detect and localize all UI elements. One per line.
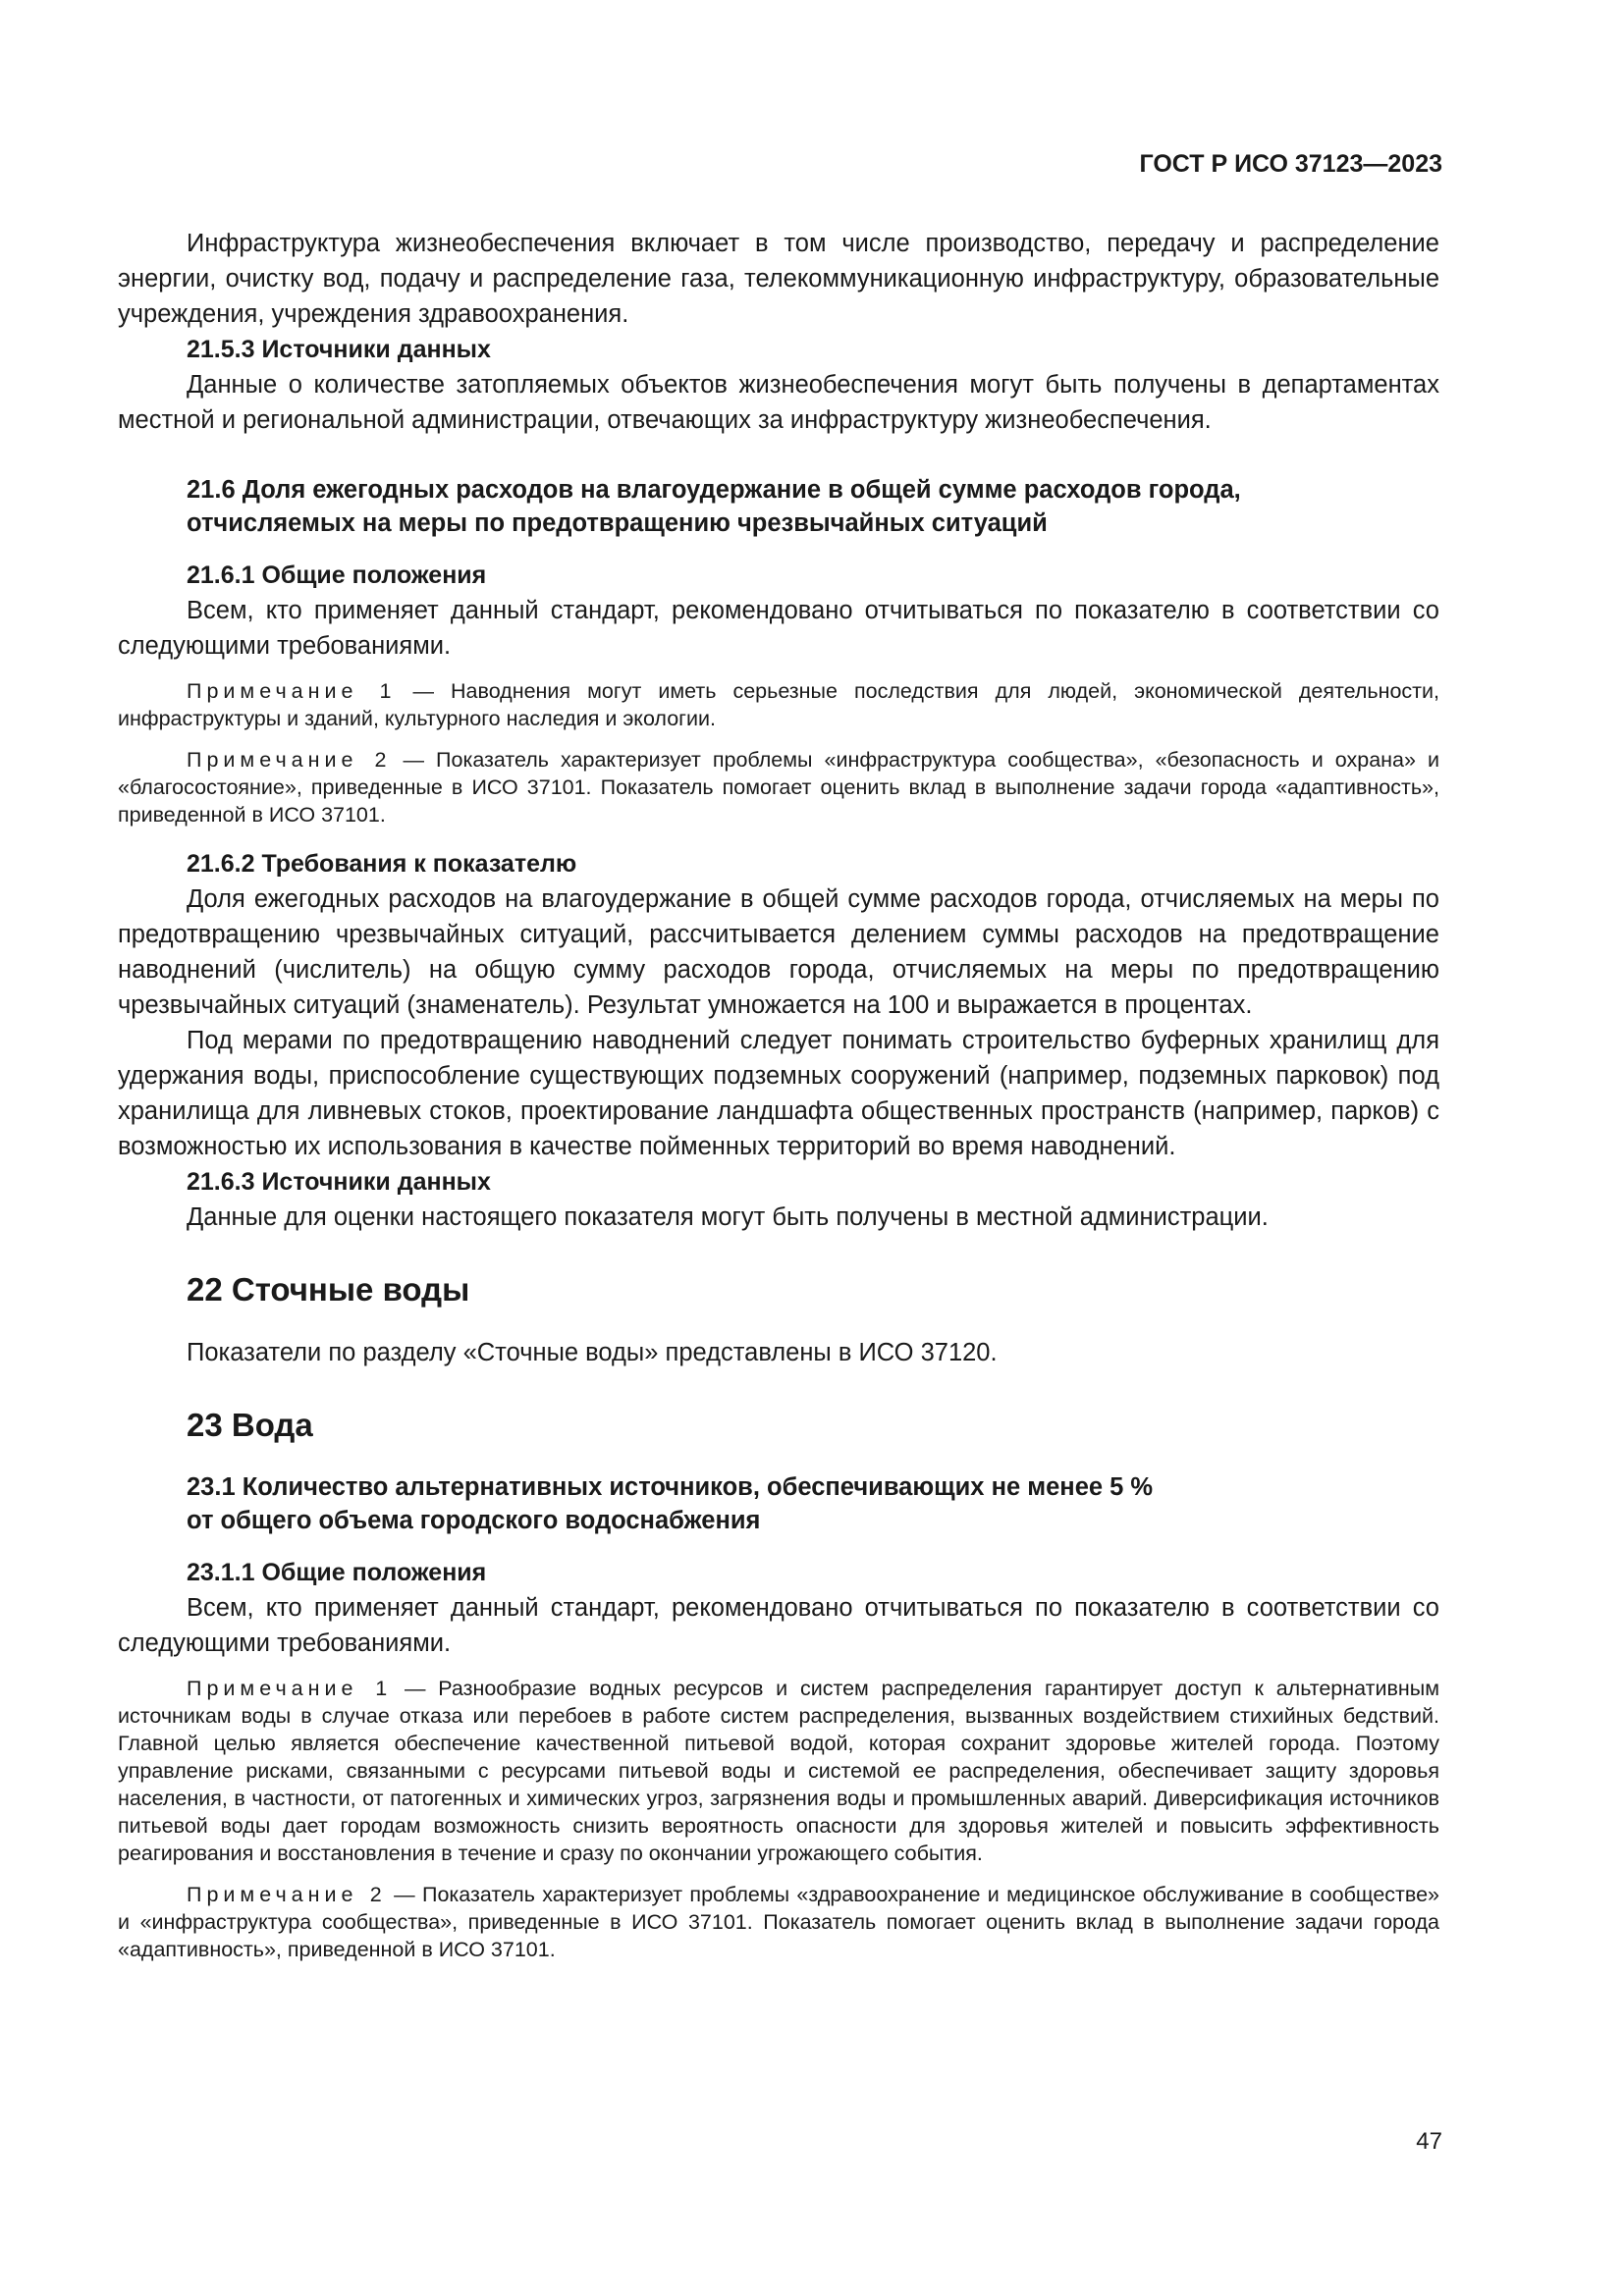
note	[118, 677, 1439, 732]
subsection-title-21-6-2: 21.6.2 Требования к показателю	[187, 850, 577, 878]
subsection-title-21-6-3: 21.6.3 Источники данных	[187, 1168, 491, 1196]
note-label: Примечание 1	[187, 1677, 393, 1700]
note	[118, 1675, 1439, 1867]
note-label: Примечание 2	[187, 1883, 387, 1906]
paragraph: Показатели по разделу «Сточные воды» представлены в ИСО 37120.	[187, 1339, 998, 1366]
page-number: 47	[1416, 2128, 1442, 2155]
paragraph: Доля ежегодных расходов на влагоудержание в общей сумме расходов города, отчисляемых на меры по предотвращению чрезвычайных ситуаций, рассчитывается делением суммы расходов на предотвращение наводнений (числитель) на общую сумму расходов города, отчисляемых на меры по предотвращению чрезвычайных ситуаций (знаменатель). Результат умножается на 100 и выражается в процентах.	[118, 885, 1439, 1019]
chapter-title-22: 22 Сточные воды	[187, 1271, 470, 1308]
note-text: — Показатель характеризует проблемы «здравоохранение и медицинское обслуживание в сообществе» и «инфраструктура сообщества», приведенные в ИСО 37101. Показатель помогает оценить вклад в выполнение задачи города «адаптивность», приведенной в ИСО 37101.	[118, 1883, 1439, 1961]
section-title-line: 23.1 Количество альтернативных источников, обеспечивающих не менее 5 %	[187, 1473, 1154, 1501]
paragraph: Всем, кто применяет данный стандарт, рекомендовано отчитываться по показателю в соответствии со следующими требованиями.	[118, 1594, 1439, 1657]
section-title-21-6	[118, 473, 1439, 540]
document-body	[118, 226, 1439, 1963]
paragraph: Всем, кто применяет данный стандарт, рекомендовано отчитываться по показателю в соответствии со следующими требованиями.	[118, 597, 1439, 660]
paragraph: Данные для оценки настоящего показателя могут быть получены в местной администрации.	[187, 1203, 1269, 1231]
section-title-line: от общего объема городского водоснабжения	[187, 1507, 761, 1534]
chapter-title-23: 23 Вода	[187, 1407, 313, 1443]
note-text: — Наводнения могут иметь серьезные последствия для людей, экономической деятельности, инфраструктуры и зданий, культурного наследия и экологии.	[118, 679, 1440, 730]
subsection-title-21-5-3: 21.5.3 Источники данных	[187, 336, 491, 363]
subsection-title-21-6-1: 21.6.1 Общие положения	[187, 561, 487, 589]
note	[118, 746, 1439, 828]
note	[118, 1881, 1439, 1963]
paragraph: Инфраструктура жизнеобеспечения включает в том числе производство, передачу и распределение энергии, очистку вод, подачу и распределение газа, телекоммуникационную инфраструктуру, образовательные учреждения, учреждения здравоохранения.	[118, 230, 1439, 328]
section-title-line: отчисляемых на меры по предотвращению чрезвычайных ситуаций	[187, 509, 1048, 537]
note-label: Примечание 1	[187, 679, 397, 703]
section-title-line: 21.6 Доля ежегодных расходов на влагоудержание в общей сумме расходов города,	[187, 476, 1241, 504]
subsection-title-23-1-1: 23.1.1 Общие положения	[187, 1559, 487, 1586]
paragraph: Под мерами по предотвращению наводнений следует понимать строительство буферных хранилищ для удержания воды, приспособление существующих подземных сооружений (например, подземных парковок) под хранилища для ливневых стоков, проектирование ландшафта общественных пространств (например, парков) с возможностью их использования в качестве пойменных территорий во время наводнений.	[118, 1027, 1439, 1160]
note-text: — Показатель характеризует проблемы «инфраструктура сообщества», «безопасность и охрана» и «благосостояние», приведенные в ИСО 37101. Показатель помогает оценить вклад в выполнение задачи города «адаптивность», приведенной в ИСО 37101.	[118, 748, 1439, 827]
document-header: ГОСТ Р ИСО 37123—2023	[1139, 150, 1442, 178]
note-label: Примечание 2	[187, 748, 392, 772]
note-text: — Разнообразие водных ресурсов и систем распределения гарантирует доступ к альтернативным источникам воды в случае отказа или перебоев в работе систем распределения, вызванных воздействием стихийных бедствий. Главной целью является обеспечение качественной питьевой водой, которая сохранит здоровье жителей города. Поэтому управление рисками, связанными с ресурсами питьевой воды и системой ее распределения, обеспечивает защиту здоровья населения, в частности, от патогенных и химических угроз, загрязнения воды и промышленных аварий. Диверсификация источников питьевой воды дает городам возможность снизить вероятность опасности для здоровья жителей и повысить эффективность реагирования и восстановления в течение и сразу по окончании угрожающего события.	[118, 1677, 1439, 1865]
section-title-23-1	[118, 1470, 1439, 1537]
paragraph: Данные о количестве затопляемых объектов жизнеобеспечения могут быть получены в департаментах местной и региональной администрации, отвечающих за инфраструктуру жизнеобеспечения.	[118, 371, 1439, 434]
